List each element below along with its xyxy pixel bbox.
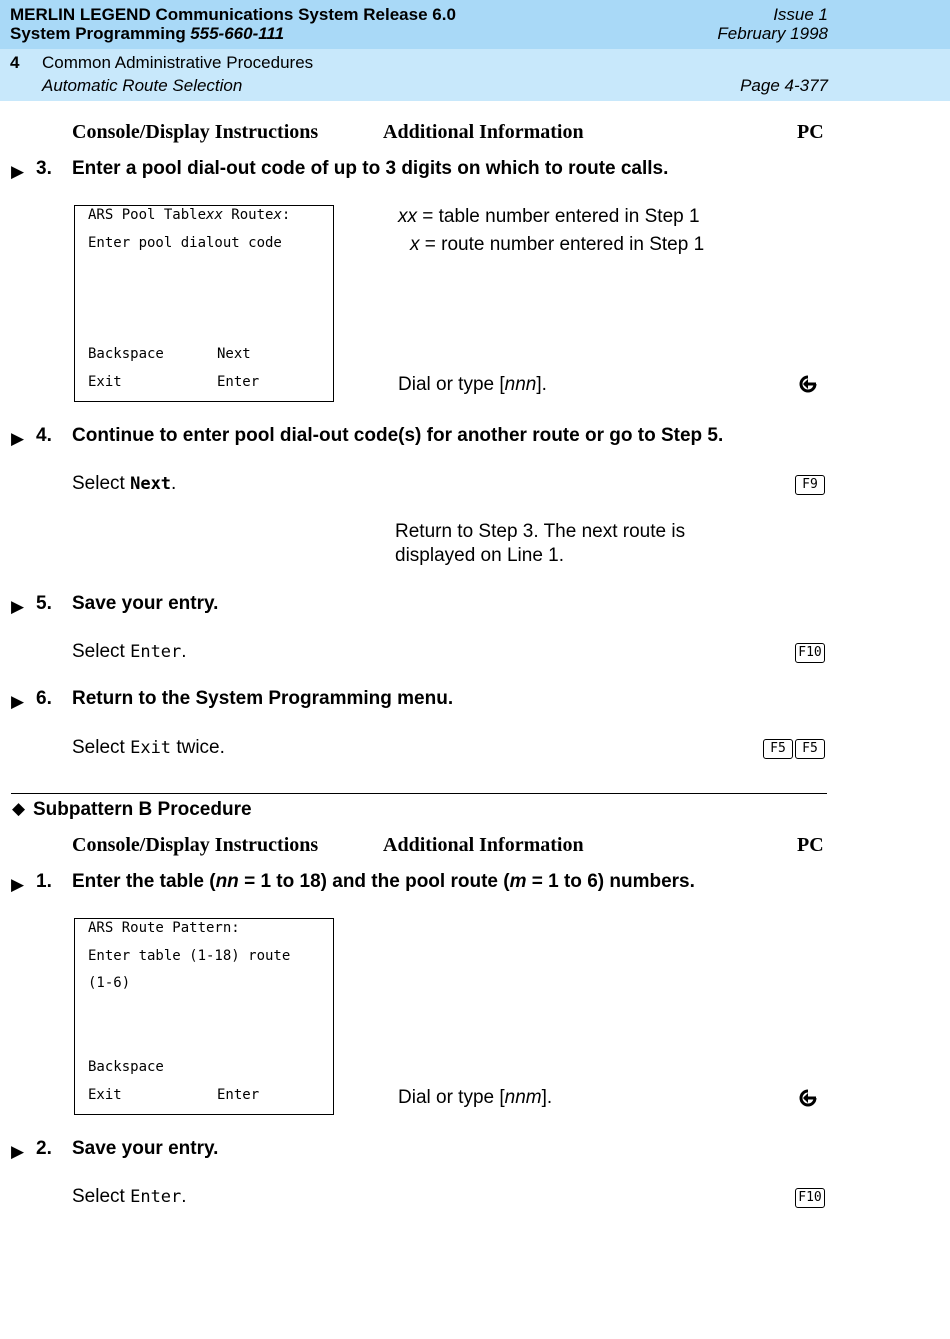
issue-label: Issue 1 <box>773 5 828 24</box>
column-heading-additional: Additional Information <box>383 834 584 856</box>
display-screen <box>74 205 334 402</box>
step-text: Save your entry. <box>72 1138 219 1159</box>
info-note-line2: displayed on Line 1. <box>395 545 565 566</box>
info-note-x: x = route number entered in Step 1 <box>410 234 705 255</box>
step-text: Enter the table (nn = 1 to 18) and the pool route (m = 1 to 6) numbers. <box>72 871 695 892</box>
page-number: Page 4-377 <box>740 76 828 95</box>
screen-line-2: Enter table (1-18) route <box>88 948 291 964</box>
function-key-f10[interactable]: F10 <box>795 1188 825 1208</box>
step-arrow-icon: ▶ <box>11 692 25 711</box>
screen-softkey-exit: Exit <box>88 1087 122 1103</box>
return-arrow-icon <box>799 375 819 393</box>
function-key-f10[interactable]: F10 <box>795 643 825 663</box>
step-arrow-icon: ▶ <box>11 1142 25 1161</box>
function-key-f5[interactable]: F5 <box>795 739 825 759</box>
select-instruction: Select Enter. <box>72 1186 187 1207</box>
return-arrow-icon <box>799 1089 819 1107</box>
step-number: 1. <box>36 871 52 892</box>
step-arrow-icon: ▶ <box>11 429 25 448</box>
step-text: Enter a pool dial-out code of up to 3 digits on which to route calls. <box>72 158 669 179</box>
diamond-bullet-icon: ◆ <box>12 799 26 818</box>
function-key-f5[interactable]: F5 <box>763 739 793 759</box>
screen-line-1: ARS Route Pattern: <box>88 920 240 936</box>
step-number: 6. <box>36 688 52 709</box>
dial-instruction: Dial or type [nnn]. <box>398 374 547 395</box>
screen-line-2: Enter pool dialout code <box>88 235 282 251</box>
step-arrow-icon: ▶ <box>11 162 25 181</box>
chapter-number: 4 <box>10 53 20 72</box>
step-text: Continue to enter pool dial-out code(s) for another route or go to Step 5. <box>72 425 724 446</box>
screen-softkey-next: Next <box>217 346 251 362</box>
screen-softkey-exit: Exit <box>88 374 122 390</box>
screen-softkey-backspace: Backspace <box>88 1059 164 1075</box>
select-instruction: Select Next. <box>72 473 177 494</box>
date-label: February 1998 <box>717 24 828 43</box>
select-instruction: Select Exit twice. <box>72 737 225 758</box>
screen-softkey-backspace: Backspace <box>88 346 164 362</box>
chapter-title: Common Administrative Procedures <box>42 53 314 72</box>
step-arrow-icon: ▶ <box>11 875 25 894</box>
procedure-title: Subpattern B Procedure <box>33 799 252 820</box>
step-number: 4. <box>36 425 52 446</box>
column-heading-console: Console/Display Instructions <box>72 121 319 143</box>
screen-line-3: (1-6) <box>88 975 131 991</box>
column-heading-additional: Additional Information <box>383 121 584 143</box>
info-note-line1: Return to Step 3. The next route is <box>395 521 686 542</box>
step-text: Return to the System Programming menu. <box>72 688 454 709</box>
step-number: 3. <box>36 158 52 179</box>
step-number: 2. <box>36 1138 52 1159</box>
dial-instruction: Dial or type [nnm]. <box>398 1087 553 1108</box>
step-number: 5. <box>36 593 52 614</box>
doc-title: MERLIN LEGEND Communications System Release 6.0 <box>10 5 456 24</box>
step-arrow-icon: ▶ <box>11 597 25 616</box>
select-instruction: Select Enter. <box>72 641 187 662</box>
section-title: Automatic Route Selection <box>42 76 243 95</box>
function-key-f9[interactable]: F9 <box>795 475 825 495</box>
column-heading-pc: PC <box>797 834 824 856</box>
doc-subtitle: System Programming 555-660-111 <box>10 24 285 43</box>
screen-line-1: ARS Pool Tablexx Routex: <box>88 207 291 223</box>
section-divider <box>11 793 827 794</box>
info-note-xx: xx = table number entered in Step 1 <box>398 206 700 227</box>
screen-softkey-enter: Enter <box>217 1087 260 1103</box>
column-heading-pc: PC <box>797 121 824 143</box>
column-heading-console: Console/Display Instructions <box>72 834 319 856</box>
screen-softkey-enter: Enter <box>217 374 260 390</box>
step-text: Save your entry. <box>72 593 219 614</box>
display-screen <box>74 918 334 1115</box>
